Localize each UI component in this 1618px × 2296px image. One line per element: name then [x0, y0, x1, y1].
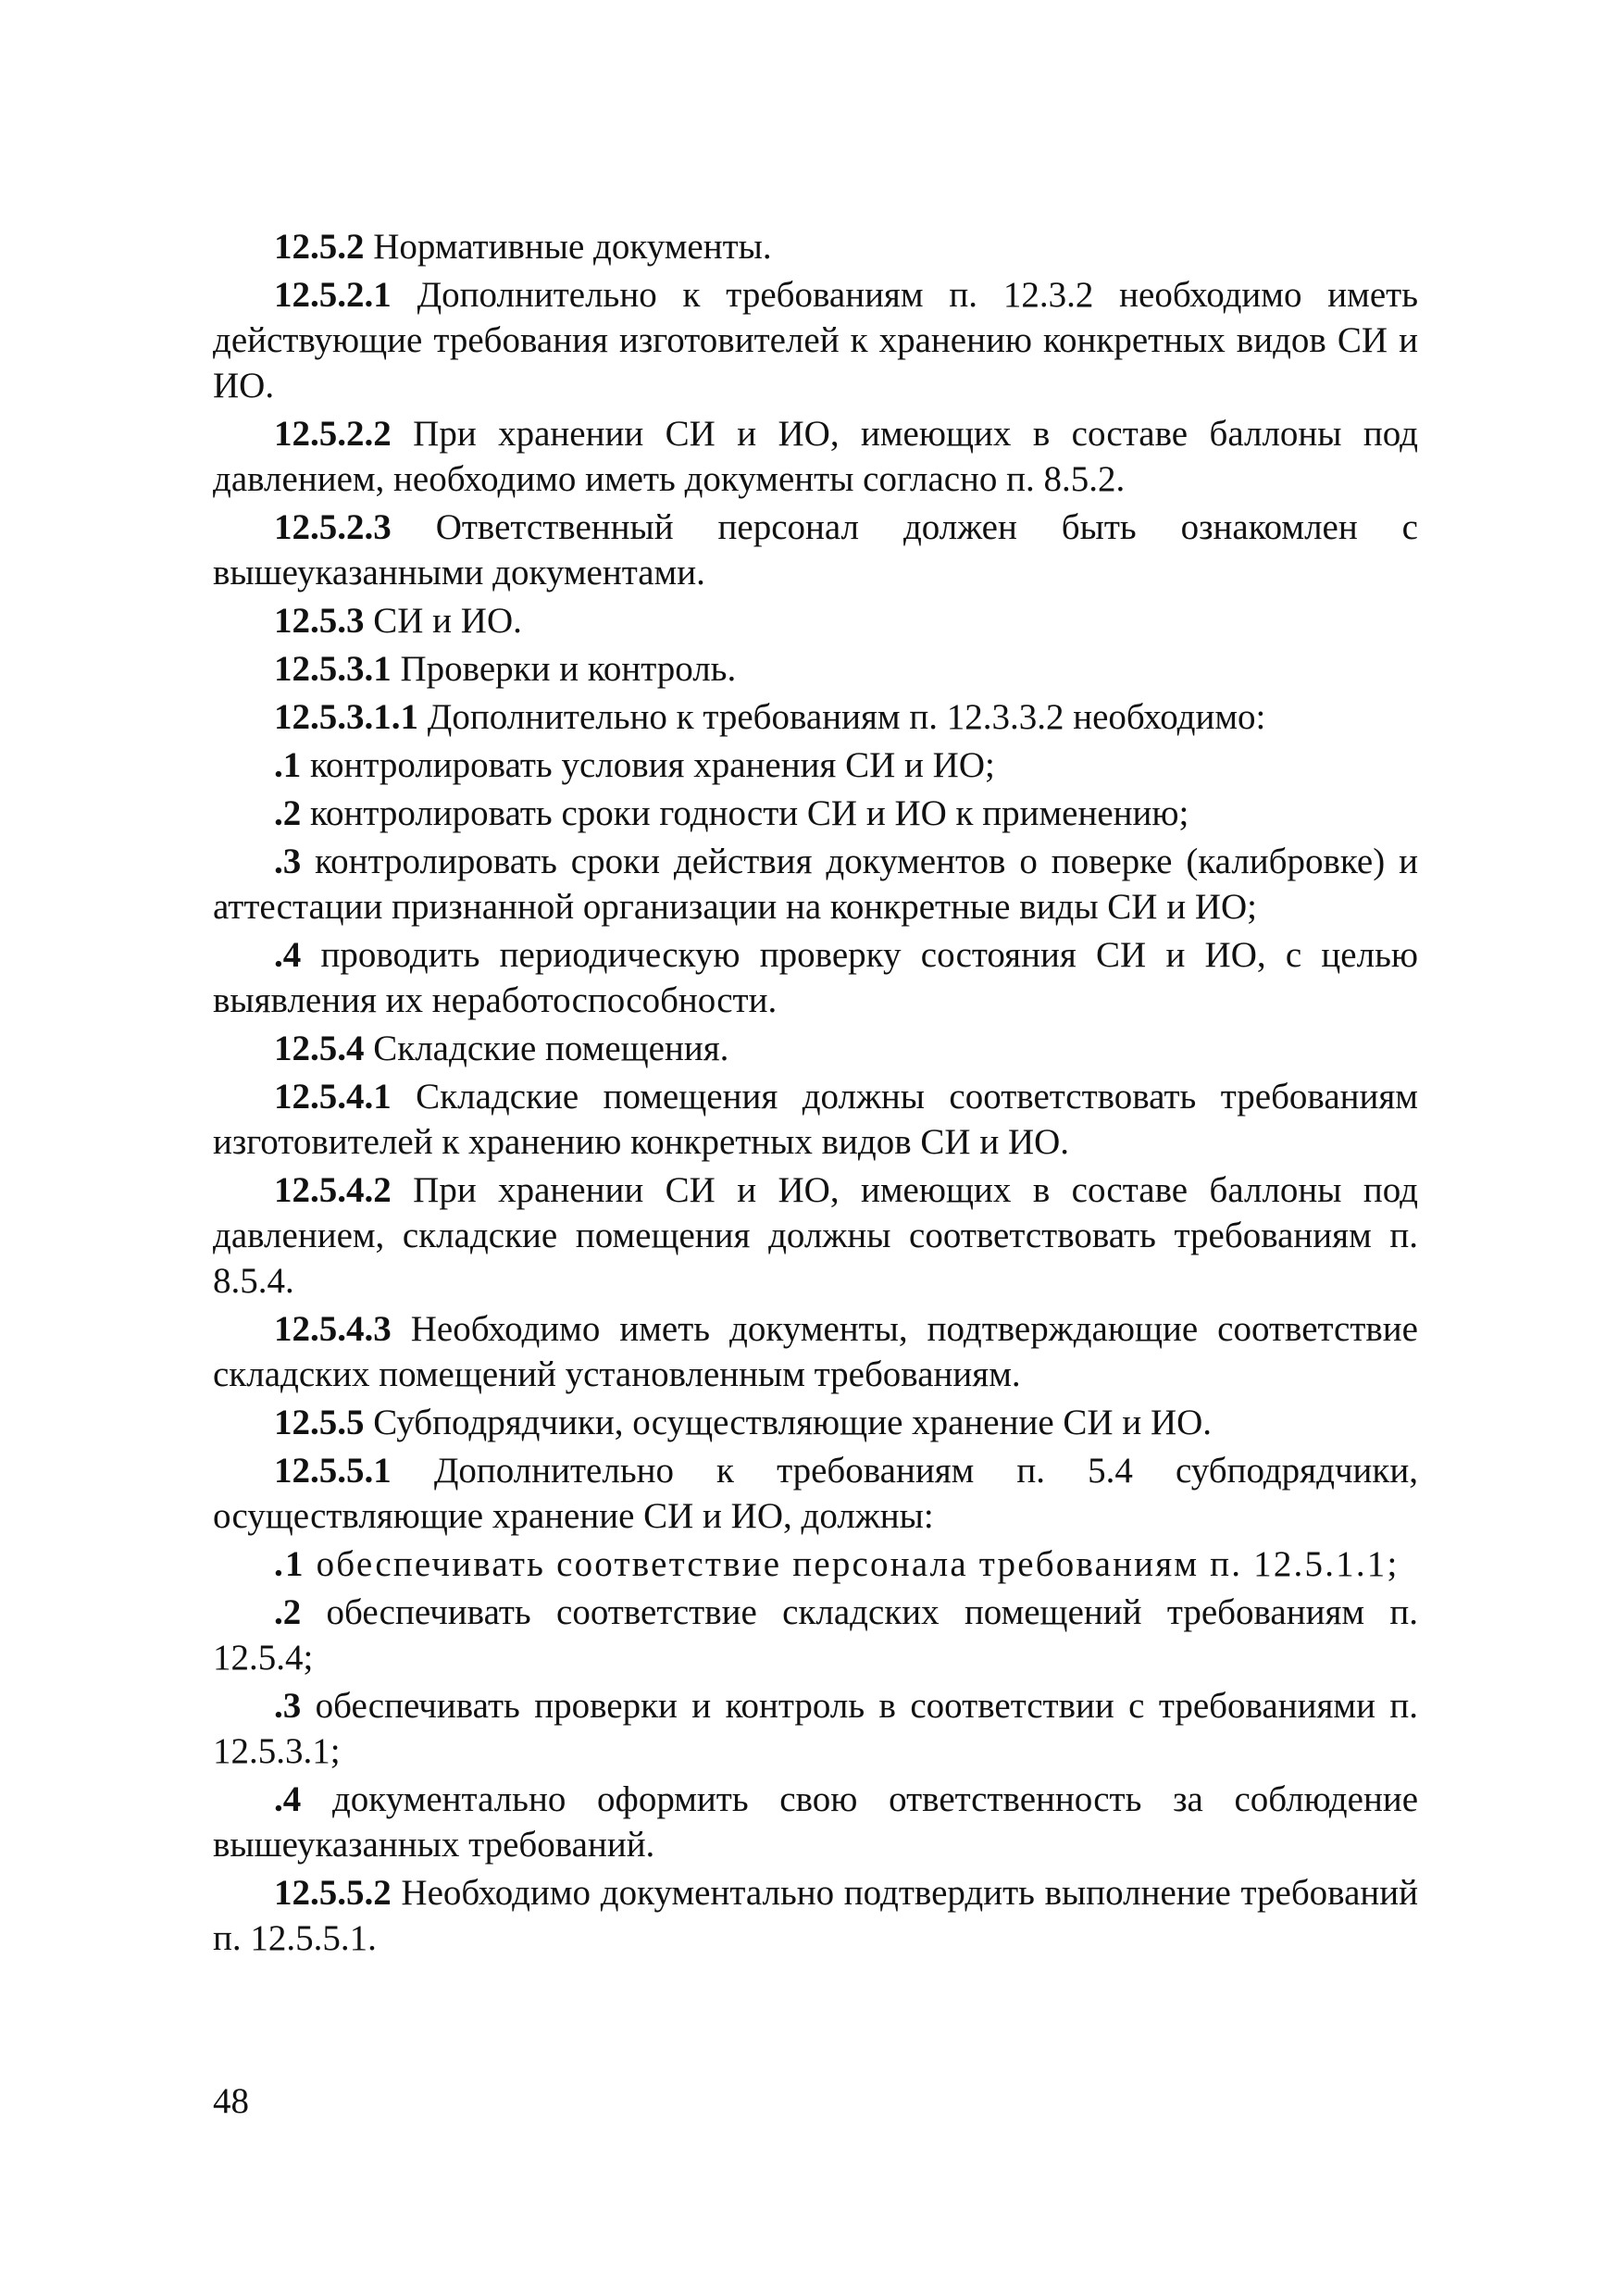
item-text: контролировать сроки действия документов о поверке (калибровке) и аттестации признанной организации на конкретные виды СИ и ИО;	[213, 842, 1418, 927]
paragraph-12-5-4-3	[213, 1306, 1418, 1397]
item-number: .4	[274, 935, 302, 975]
page-body	[213, 224, 1418, 1964]
clause-text: СИ и ИО.	[364, 601, 522, 641]
clause-text: Дополнительно к требованиям п. 12.3.2 необходимо иметь действующие требования изготовителей к хранению конкретных видов СИ и ИО.	[213, 275, 1418, 406]
item-number: .1	[274, 745, 302, 785]
clause-text: При хранении СИ и ИО, имеющих в составе баллоны под давлением, необходимо иметь документы согласно п. 8.5.2.	[213, 414, 1418, 499]
page-number: 48	[213, 2081, 249, 2121]
item-text: обеспечивать соответствие складских помещений требованиям п. 12.5.4;	[213, 1592, 1418, 1678]
paragraph-12-5-4-1	[213, 1074, 1418, 1165]
clause-number: 12.5.5.2	[274, 1873, 392, 1913]
sub-list-item-1	[213, 1541, 1418, 1587]
item-text: контролировать условия хранения СИ и ИО;	[301, 745, 995, 785]
item-text: документально оформить свою ответственность за соблюдение вышеуказанных требований.	[213, 1779, 1418, 1865]
clause-number: 12.5.4.3	[274, 1309, 392, 1349]
item-number: .2	[274, 1592, 302, 1632]
paragraph-12-5-4	[213, 1026, 1418, 1071]
sub-list-item-4	[213, 1777, 1418, 1867]
paragraph-12-5-2	[213, 224, 1418, 269]
clause-number: 12.5.4	[274, 1029, 365, 1068]
list-item-4	[213, 932, 1418, 1023]
clause-text: Необходимо иметь документы, подтверждающие соответствие складских помещений установленным требованиям.	[213, 1309, 1418, 1394]
sub-list-item-2	[213, 1590, 1418, 1680]
item-text: проводить периодическую проверку состояния СИ и ИО, с целью выявления их неработоспособности.	[213, 935, 1418, 1020]
paragraph-12-5-5	[213, 1400, 1418, 1445]
paragraph-12-5-3-1-1	[213, 694, 1418, 740]
list-item-1	[213, 742, 1418, 788]
item-number: .1	[274, 1544, 305, 1584]
paragraph-12-5-5-1	[213, 1448, 1418, 1539]
paragraph-12-5-2-2	[213, 411, 1418, 502]
clause-text: Складские помещения должны соответствовать требованиям изготовителей к хранению конкретных видов СИ и ИО.	[213, 1077, 1418, 1162]
sub-list-item-3	[213, 1683, 1418, 1774]
paragraph-12-5-5-2	[213, 1870, 1418, 1961]
clause-number: 12.5.5	[274, 1403, 365, 1442]
clause-text: Необходимо документально подтвердить выполнение требований п. 12.5.5.1.	[213, 1873, 1418, 1958]
item-number: .3	[274, 1686, 302, 1726]
clause-text: Ответственный персонал должен быть ознакомлен с вышеуказанными документами.	[213, 507, 1418, 593]
list-item-3	[213, 839, 1418, 930]
item-number: .3	[274, 842, 302, 881]
clause-text: Проверки и контроль.	[391, 649, 737, 689]
paragraph-12-5-4-2	[213, 1167, 1418, 1304]
paragraph-12-5-3-1	[213, 646, 1418, 692]
clause-number: 12.5.5.1	[274, 1451, 392, 1491]
clause-number: 12.5.2.1	[274, 275, 392, 315]
paragraph-12-5-3	[213, 598, 1418, 643]
item-text: контролировать сроки годности СИ и ИО к применению;	[301, 793, 1189, 833]
item-number: .2	[274, 793, 302, 833]
clause-text: Дополнительно к требованиям п. 5.4 субподрядчики, осуществляющие хранение СИ и ИО, должны:	[213, 1451, 1418, 1536]
clause-text: Нормативные документы.	[364, 227, 772, 267]
clause-text: Дополнительно к требованиям п. 12.3.3.2 необходимо:	[418, 697, 1266, 737]
clause-text: Субподрядчики, осуществляющие хранение СИ и ИО.	[364, 1403, 1213, 1442]
clause-number: 12.5.2.2	[274, 414, 392, 454]
paragraph-12-5-2-1	[213, 272, 1418, 408]
item-text: обеспечивать проверки и контроль в соответствии с требованиями п. 12.5.3.1;	[213, 1686, 1418, 1771]
clause-text: Складские помещения.	[364, 1029, 729, 1068]
clause-number: 12.5.4.1	[274, 1077, 392, 1117]
clause-number: 12.5.3	[274, 601, 365, 641]
clause-number: 12.5.4.2	[274, 1170, 392, 1210]
list-item-2	[213, 791, 1418, 836]
clause-number: 12.5.3.1	[274, 649, 392, 689]
clause-text: При хранении СИ и ИО, имеющих в составе баллоны под давлением, складские помещения должны соответствовать требованиям п. 8.5.4.	[213, 1170, 1418, 1301]
clause-number: 12.5.2.3	[274, 507, 392, 547]
clause-number: 12.5.3.1.1	[274, 697, 418, 737]
clause-number: 12.5.2	[274, 227, 365, 267]
item-number: .4	[274, 1779, 302, 1819]
paragraph-12-5-2-3	[213, 505, 1418, 595]
item-text: обеспечивать соответствие персонала требованиям п. 12.5.1.1;	[305, 1544, 1400, 1584]
